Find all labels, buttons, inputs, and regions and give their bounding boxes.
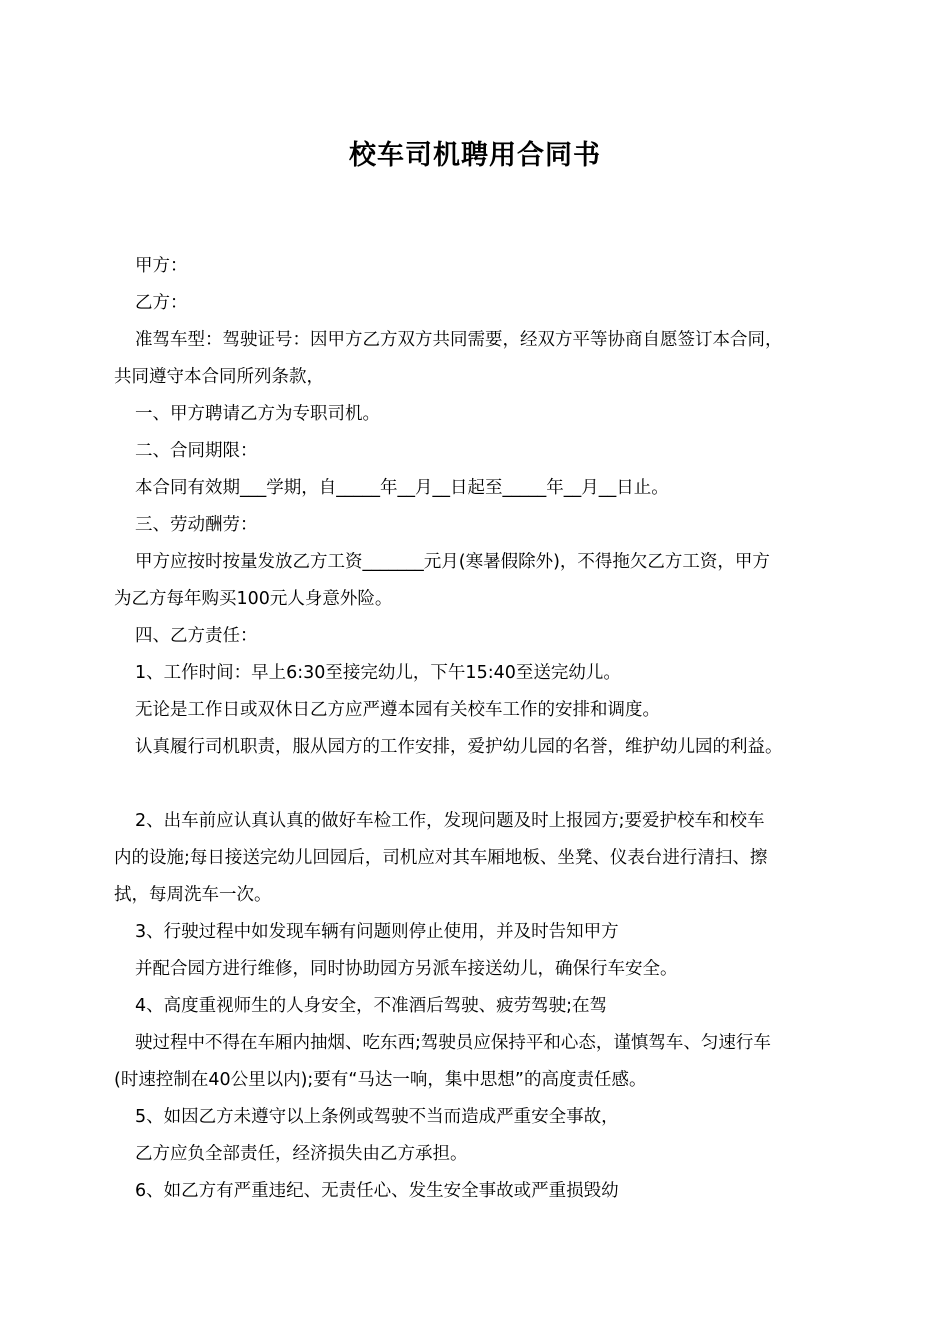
section-heading: 二、合同期限： (135, 441, 258, 461)
clause-line: 5、如因乙方未遵守以上条例或驾驶不当而造成严重安全事故， (135, 1107, 619, 1127)
party-a-line: 甲方： (135, 256, 188, 276)
paragraph-line: 为乙方每年购买100元人身意外险。 (114, 589, 393, 609)
clause-line: 3、行驶过程中如发现车辆有问题则停止使用，并及时告知甲方 (135, 922, 619, 942)
clause-line: (时速控制在40公里以内);要有“马达一响，集中思想”的高度责任感。 (114, 1070, 647, 1090)
paragraph-line: 共同遵守本合同所列条款， (114, 367, 324, 387)
paragraph-line: 甲方应按时按量发放乙方工资_______元月(寒暑假除外)，不得拖欠乙方工资，甲方 (135, 552, 770, 572)
section-heading: 一、甲方聘请乙方为专职司机。 (135, 404, 380, 424)
paragraph-line: 准驾车型：驾驶证号：因甲方乙方双方共同需要，经双方平等协商自愿签订本合同， (135, 330, 783, 350)
clause-line: 乙方应负全部责任，经济损失由乙方承担。 (135, 1144, 468, 1164)
clause-line: 内的设施;每日接送完幼儿回园后，司机应对其车厢地板、坐凳、仪表台进行清扫、擦 (114, 848, 768, 868)
section-heading: 四、乙方责任： (135, 626, 258, 646)
clause-line: 驶过程中不得在车厢内抽烟、吃东西;驾驶员应保持平和心态，谨慎驾车、匀速行车 (135, 1033, 771, 1053)
section-heading: 三、劳动酬劳： (135, 515, 258, 535)
clause-line: 拭，每周洗车一次。 (114, 885, 272, 905)
clause-line: 4、高度重视师生的人身安全，不准酒后驾驶、疲劳驾驶;在驾 (135, 996, 608, 1016)
paragraph-line: 本合同有效期___学期，自_____年__月__日起至_____年__月__日止。 (135, 478, 669, 498)
document-title: 校车司机聘用合同书 (349, 140, 601, 171)
clause-line: 1、工作时间：早上6:30至接完幼儿，下午15:40至送完幼儿。 (135, 663, 621, 683)
clause-line: 并配合园方进行维修，同时协助园方另派车接送幼儿，确保行车安全。 (135, 959, 678, 979)
clause-line: 6、如乙方有严重违纪、无责任心、发生安全事故或严重损毁幼 (135, 1181, 619, 1201)
clause-line: 无论是工作日或双休日乙方应严遵本园有关校车工作的安排和调度。 (135, 700, 660, 720)
clause-line: 认真履行司机职责，服从园方的工作安排，爱护幼儿园的名誉，维护幼儿园的利益。 (135, 737, 783, 757)
clause-line: 2、出车前应认真认真的做好车检工作，发现问题及时上报园方;要爱护校车和校车 (135, 811, 765, 831)
blank-line (114, 766, 849, 803)
party-b-line: 乙方： (135, 293, 188, 313)
document-body (114, 248, 849, 1210)
